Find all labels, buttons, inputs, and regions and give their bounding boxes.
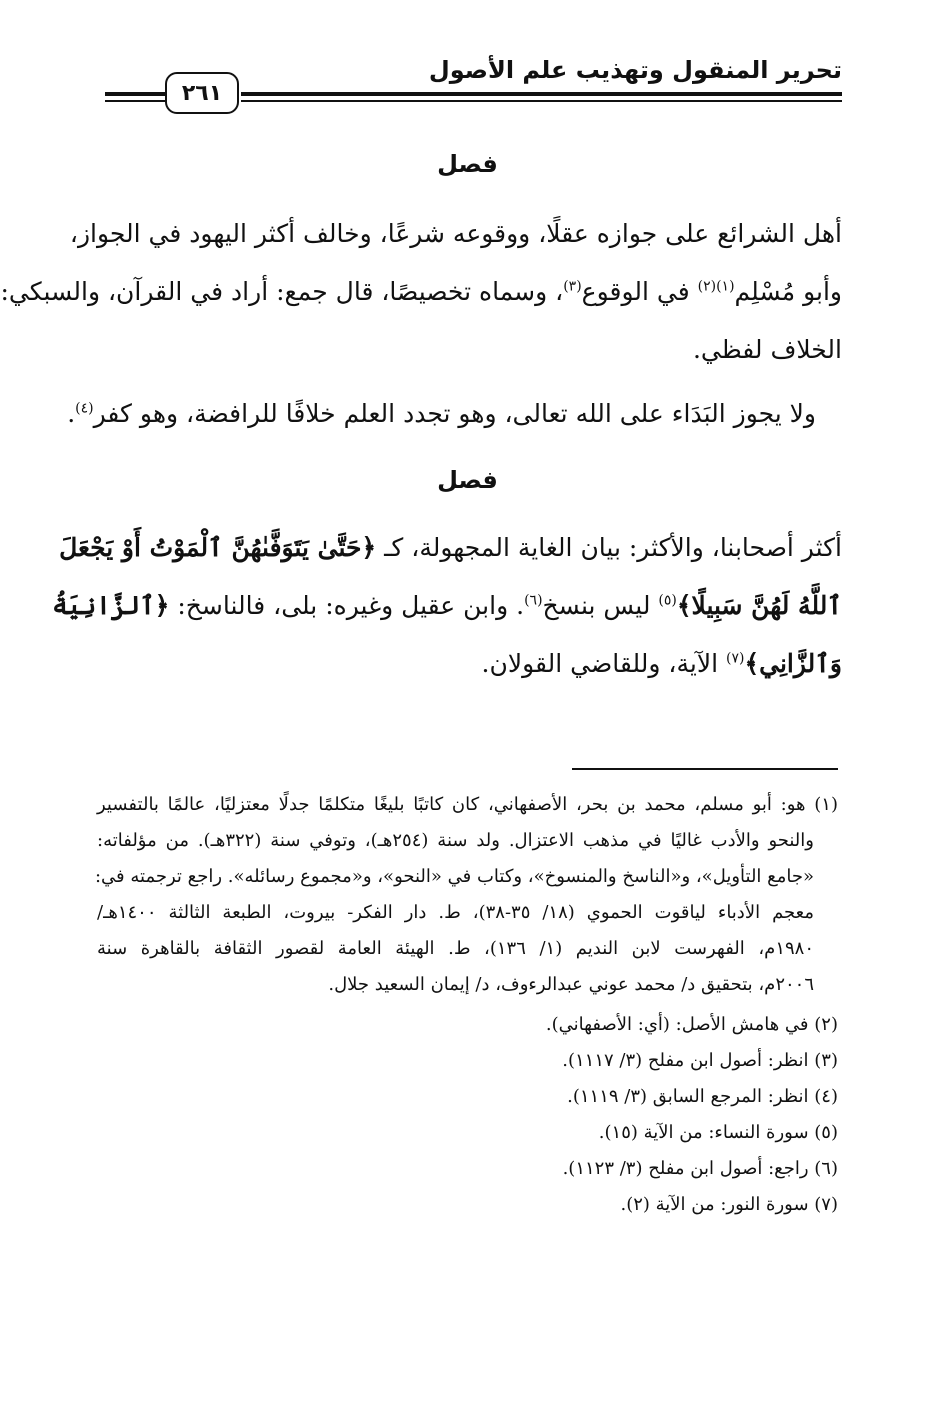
header-rule-left bbox=[105, 92, 165, 96]
text-segment: . bbox=[67, 399, 76, 428]
running-title: تحرير المنقول وتهذيب علم الأصول bbox=[428, 56, 842, 84]
text-segment: ، وسماه تخصيصًا، قال جمع: أراد في القرآن، والسبكي: bbox=[0, 277, 564, 306]
footnote-line: معجم الأدباء لياقوت الحموي (١٨/ ٣٥-٣٨)، ط. دار الفكر- بيروت، الطبعة الثالثة ١٤٠٠هـ/ bbox=[97, 902, 814, 923]
text-segment: أكثر أصحابنا، والأكثر: بيان الغاية المجهولة، كـ bbox=[376, 533, 842, 562]
paragraph-line: الخلاف لفظي. bbox=[692, 335, 842, 364]
footnote-line: (٣) انظر: أصول ابن مفلح (٣/ ١١١٧). bbox=[562, 1050, 838, 1071]
header-rule-left-thin bbox=[105, 100, 165, 102]
text-segment: ولا يجوز البَدَاء على الله تعالى، وهو تجدد العلم خلافًا للرافضة، وهو كفر bbox=[93, 399, 816, 428]
footnote-ref[interactable]: (٤) bbox=[75, 400, 94, 417]
text-segment: . وابن عقيل وغيره: بلى، فالناسخ: bbox=[169, 591, 525, 620]
header-rule-thin bbox=[241, 100, 842, 102]
text-segment: في الوقوع bbox=[581, 277, 698, 306]
footnote-ref[interactable]: (١) bbox=[716, 278, 735, 295]
quran-verse: ٱللَّهُ لَهُنَّ سَبِيلًا﴾ bbox=[676, 591, 842, 620]
footnote-ref[interactable]: (٦) bbox=[524, 592, 543, 609]
quran-verse: ﴿حَتَّىٰ يَتَوَفَّىٰهُنَّ ٱلْمَوْتُ أَوْ يَجْعَلَ bbox=[59, 533, 377, 562]
paragraph-line bbox=[52, 588, 842, 624]
footnote-line: ١٩٨٠م، الفهرست لابن النديم (١/ ١٣٦)، ط. الهيئة العامة لقصور الثقافة بالقاهرة سنة bbox=[97, 938, 814, 959]
text-segment: الآية، وللقاضي القولان. bbox=[481, 649, 726, 678]
footnote-line: (٥) سورة النساء: من الآية (١٥). bbox=[598, 1122, 838, 1143]
footnote-line: «جامع التأويل»، و«الناسخ والمنسوخ»، وكتاب في «النحو»، و«مجموع رسائله». راجع ترجمته في: bbox=[94, 866, 814, 887]
paragraph-line bbox=[93, 646, 842, 682]
paragraph-line bbox=[0, 274, 842, 310]
quran-verse: ﴿ٱلزَّانِيَةُ bbox=[52, 591, 170, 620]
footnote-line: (٧) سورة النور: من الآية (٢). bbox=[620, 1194, 838, 1215]
text-segment: ليس بنسخ bbox=[542, 591, 659, 620]
footnote-ref[interactable]: (٥) bbox=[658, 592, 677, 609]
paragraph-line: أهل الشرائع على جوازه عقلًا، ووقوعه شرعًا، وخالف أكثر اليهود في الجواز، bbox=[69, 219, 842, 248]
footnote-line: (٦) راجع: أصول ابن مفلح (٣/ ١١٢٣). bbox=[562, 1158, 838, 1179]
section-heading-2: فصل bbox=[437, 466, 498, 494]
footnote-ref[interactable]: (٧) bbox=[726, 650, 745, 667]
header-rule bbox=[241, 92, 842, 96]
footnote-line: (٤) انظر: المرجع السابق (٣/ ١١١٩). bbox=[567, 1086, 838, 1107]
footnote-ref[interactable]: (٢) bbox=[697, 278, 717, 295]
footnote-ref[interactable]: (٣) bbox=[563, 278, 582, 295]
section-heading-1: فصل bbox=[437, 150, 498, 178]
paragraph-line bbox=[67, 396, 816, 432]
footnote-line: ٢٠٠٦م، بتحقيق د/ محمد عوني عبدالرءوف، د/ إيمان السعيد جلال. bbox=[328, 974, 814, 995]
page-number: ٢٦١ bbox=[165, 72, 239, 114]
footnote-line: (١) هو: أبو مسلم، محمد بن بحر، الأصفهاني، كان كاتبًا بليغًا متكلمًا جدلًا معتزليًا، عالمًا بالتفسير bbox=[97, 794, 838, 815]
footnote-line: (٢) في هامش الأصل: (أي: الأصفهاني). bbox=[545, 1014, 838, 1035]
footnote-separator bbox=[572, 768, 838, 770]
paragraph-line bbox=[59, 530, 842, 566]
quran-verse: وَٱلزَّانِي﴾ bbox=[744, 649, 842, 678]
text-segment: وأبو مُسْلِم bbox=[734, 277, 842, 306]
footnote-line: والنحو والأدب غاليًا في مذهب الاعتزال. ولد سنة (٢٥٤هـ)، وتوفي سنة (٣٢٢هـ). من مؤلفاته: bbox=[97, 830, 814, 851]
book-page bbox=[1, 0, 934, 1401]
